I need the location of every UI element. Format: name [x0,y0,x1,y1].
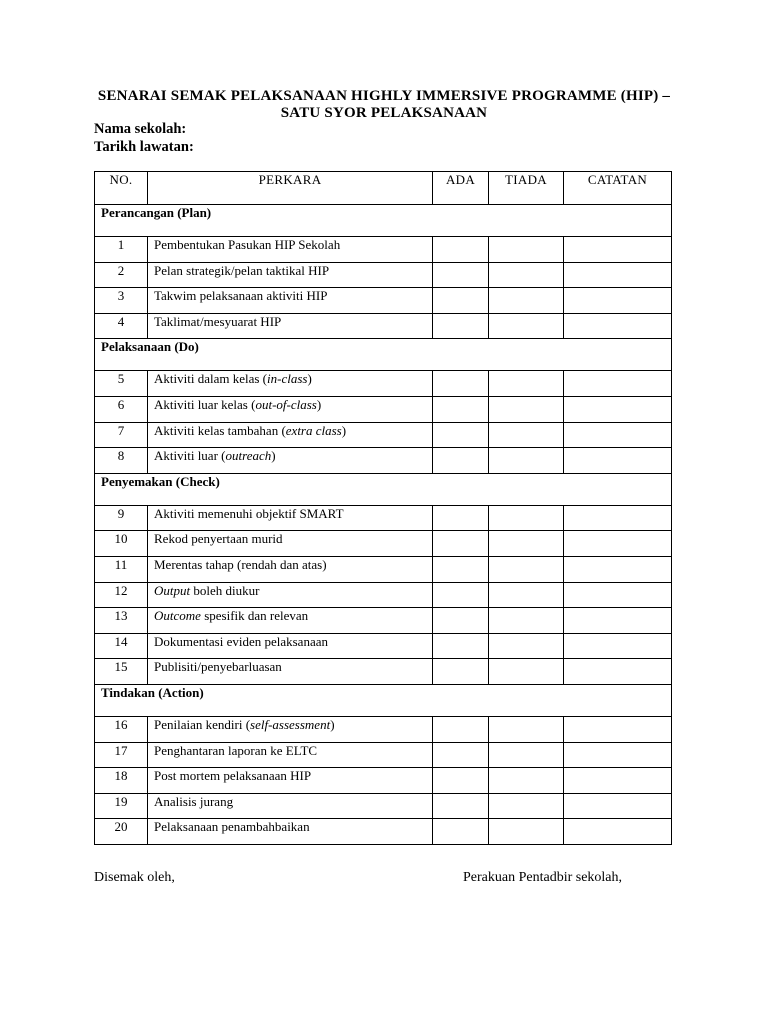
item-number: 18 [95,768,148,794]
item-number: 15 [95,659,148,685]
item-description [148,237,433,263]
item-description [148,608,433,634]
tiada-cell [489,556,564,582]
ada-cell [433,288,489,314]
catatan-cell [564,556,672,582]
table-row [95,371,672,397]
tiada-cell [489,371,564,397]
ada-cell [433,633,489,659]
item-description [148,633,433,659]
item-text-suffix: ) [307,371,312,387]
item-number: 2 [95,262,148,288]
section-row [95,473,672,505]
ada-cell [433,262,489,288]
item-description [148,505,433,531]
item-description [148,659,433,685]
item-number: 12 [95,582,148,608]
item-italic-term: self-assessment [250,716,331,732]
tiada-cell [489,288,564,314]
catatan-cell [564,448,672,474]
item-number: 13 [95,608,148,634]
item-text: Rekod penyertaan murid [154,531,283,547]
admin-endorsement-label: Perakuan Pentadbir sekolah, [463,870,623,885]
section-title: Penyemakan (Check) [95,473,672,505]
catatan-cell [564,768,672,794]
item-text: Taklimat/mesyuarat HIP [154,313,282,329]
catatan-cell [564,716,672,742]
item-number: 19 [95,793,148,819]
tiada-cell [489,531,564,557]
table-row [95,608,672,634]
item-text-suffix: ) [341,422,347,438]
section-title: Perancangan (Plan) [95,205,672,237]
tiada-cell [489,313,564,339]
item-text: Aktiviti memenuhi objektif SMART [154,505,344,521]
table-body [95,205,672,845]
tiada-cell [489,716,564,742]
item-number: 10 [95,531,148,557]
checked-by-label: Disemak oleh, [94,870,175,885]
catatan-cell [564,633,672,659]
item-number: 6 [95,396,148,422]
item-text: boleh diukur [190,582,260,598]
catatan-cell [564,742,672,768]
table-row [95,422,672,448]
item-number: 14 [95,633,148,659]
item-text: Analisis jurang [154,793,234,809]
item-number: 7 [95,422,148,448]
item-description [148,262,433,288]
tiada-cell [489,633,564,659]
table-row [95,768,672,794]
item-text: Dokumentasi eviden pelaksanaan [154,633,328,649]
tiada-cell [489,793,564,819]
table-row [95,742,672,768]
table-row [95,505,672,531]
tiada-cell [489,448,564,474]
table-row [95,262,672,288]
header-catatan: CATATAN [564,172,672,205]
section-row [95,339,672,371]
item-text-suffix: ) [271,448,276,464]
header-ada: ADA [433,172,489,205]
table-row [95,448,672,474]
header-tiada: TIADA [489,172,564,205]
ada-cell [433,768,489,794]
document-title [70,88,698,122]
item-description [148,556,433,582]
item-description [148,768,433,794]
item-number: 17 [95,742,148,768]
section-row [95,684,672,716]
catatan-cell [564,262,672,288]
title-line-2: SATU SYOR PELAKSANAAN [280,105,488,121]
ada-cell [433,531,489,557]
ada-cell [433,716,489,742]
item-number: 20 [95,819,148,845]
tiada-cell [489,819,564,845]
table-row [95,819,672,845]
item-text: Takwim pelaksanaan aktiviti HIP [154,288,328,304]
table-row [95,556,672,582]
item-text: Merentas tahap (rendah dan atas) [154,556,327,572]
item-description [148,371,433,397]
table-row [95,582,672,608]
catatan-cell [564,371,672,397]
item-description [148,422,433,448]
ada-cell [433,659,489,685]
tiada-cell [489,582,564,608]
catatan-cell [564,288,672,314]
ada-cell [433,422,489,448]
item-text: Penilaian kendiri ( [154,716,251,732]
ada-cell [433,608,489,634]
item-description [148,819,433,845]
tiada-cell [489,768,564,794]
school-name-label: Nama sekolah: [94,121,187,137]
item-text: spesifik dan relevan [200,608,309,624]
catatan-cell [564,505,672,531]
table-row [95,396,672,422]
item-text: Publisiti/penyebarluasan [154,659,282,675]
tiada-cell [489,505,564,531]
table-row [95,793,672,819]
tiada-cell [489,237,564,263]
ada-cell [433,371,489,397]
item-text: Aktiviti luar ( [154,448,226,464]
catatan-cell [564,608,672,634]
tiada-cell [489,422,564,448]
ada-cell [433,556,489,582]
ada-cell [433,505,489,531]
table-row [95,633,672,659]
header-no: NO. [95,172,148,205]
item-description [148,313,433,339]
tiada-cell [489,742,564,768]
item-number: 8 [95,448,148,474]
item-number: 5 [95,371,148,397]
item-italic-term: in-class [267,371,308,387]
catatan-cell [564,237,672,263]
section-row [95,205,672,237]
item-text-suffix: ) [316,396,322,412]
item-description [148,396,433,422]
catatan-cell [564,659,672,685]
visit-date-label: Tarikh lawatan: [94,139,194,155]
item-description [148,793,433,819]
item-text: Aktiviti dalam kelas ( [154,371,268,387]
item-text-suffix: ) [330,716,335,732]
tiada-cell [489,262,564,288]
catatan-cell [564,396,672,422]
item-description [148,742,433,768]
item-italic-term: outreach [225,448,272,464]
ada-cell [433,396,489,422]
section-title: Pelaksanaan (Do) [95,339,672,371]
tiada-cell [489,659,564,685]
ada-cell [433,819,489,845]
catatan-cell [564,422,672,448]
table-row [95,313,672,339]
item-number: 1 [95,237,148,263]
item-description [148,288,433,314]
item-text: Pelaksanaan penambahbaikan [154,819,310,835]
item-text: Pembentukan Pasukan HIP Sekolah [154,237,341,252]
item-italic-term: Outcome [154,608,201,624]
ada-cell [433,582,489,608]
item-number: 9 [95,505,148,531]
item-italic-term: extra class [285,422,342,438]
ada-cell [433,313,489,339]
catatan-cell [564,793,672,819]
item-italic-term: out-of-class [255,396,317,412]
item-description [148,448,433,474]
catatan-cell [564,819,672,845]
table-row [95,531,672,557]
section-title: Tindakan (Action) [95,684,672,716]
tiada-cell [489,608,564,634]
ada-cell [433,742,489,768]
table-row [95,659,672,685]
checklist-table [94,171,672,845]
catatan-cell [564,531,672,557]
catatan-cell [564,582,672,608]
item-text: Aktiviti luar kelas ( [154,396,256,412]
table-row [95,288,672,314]
item-text: Post mortem pelaksanaan HIP [154,768,312,784]
item-italic-term: Output [154,582,191,598]
table-row [95,716,672,742]
ada-cell [433,237,489,263]
table-row [95,237,672,263]
item-number: 4 [95,313,148,339]
tiada-cell [489,396,564,422]
header-perkara: PERKARA [148,172,433,205]
catatan-cell [564,313,672,339]
item-description [148,531,433,557]
item-description [148,582,433,608]
item-description [148,716,433,742]
item-text: Penghantaran laporan ke ELTC [154,742,318,758]
table-header-row [95,172,672,205]
ada-cell [433,793,489,819]
ada-cell [433,448,489,474]
item-text: Pelan strategik/pelan taktikal HIP [154,262,330,278]
item-text: Aktiviti kelas tambahan ( [154,422,286,438]
item-number: 3 [95,288,148,314]
item-number: 16 [95,716,148,742]
title-line-1: SENARAI SEMAK PELAKSANAAN HIGHLY IMMERSIVE PROGRAMME (HIP) – [97,88,671,104]
item-number: 11 [95,556,148,582]
